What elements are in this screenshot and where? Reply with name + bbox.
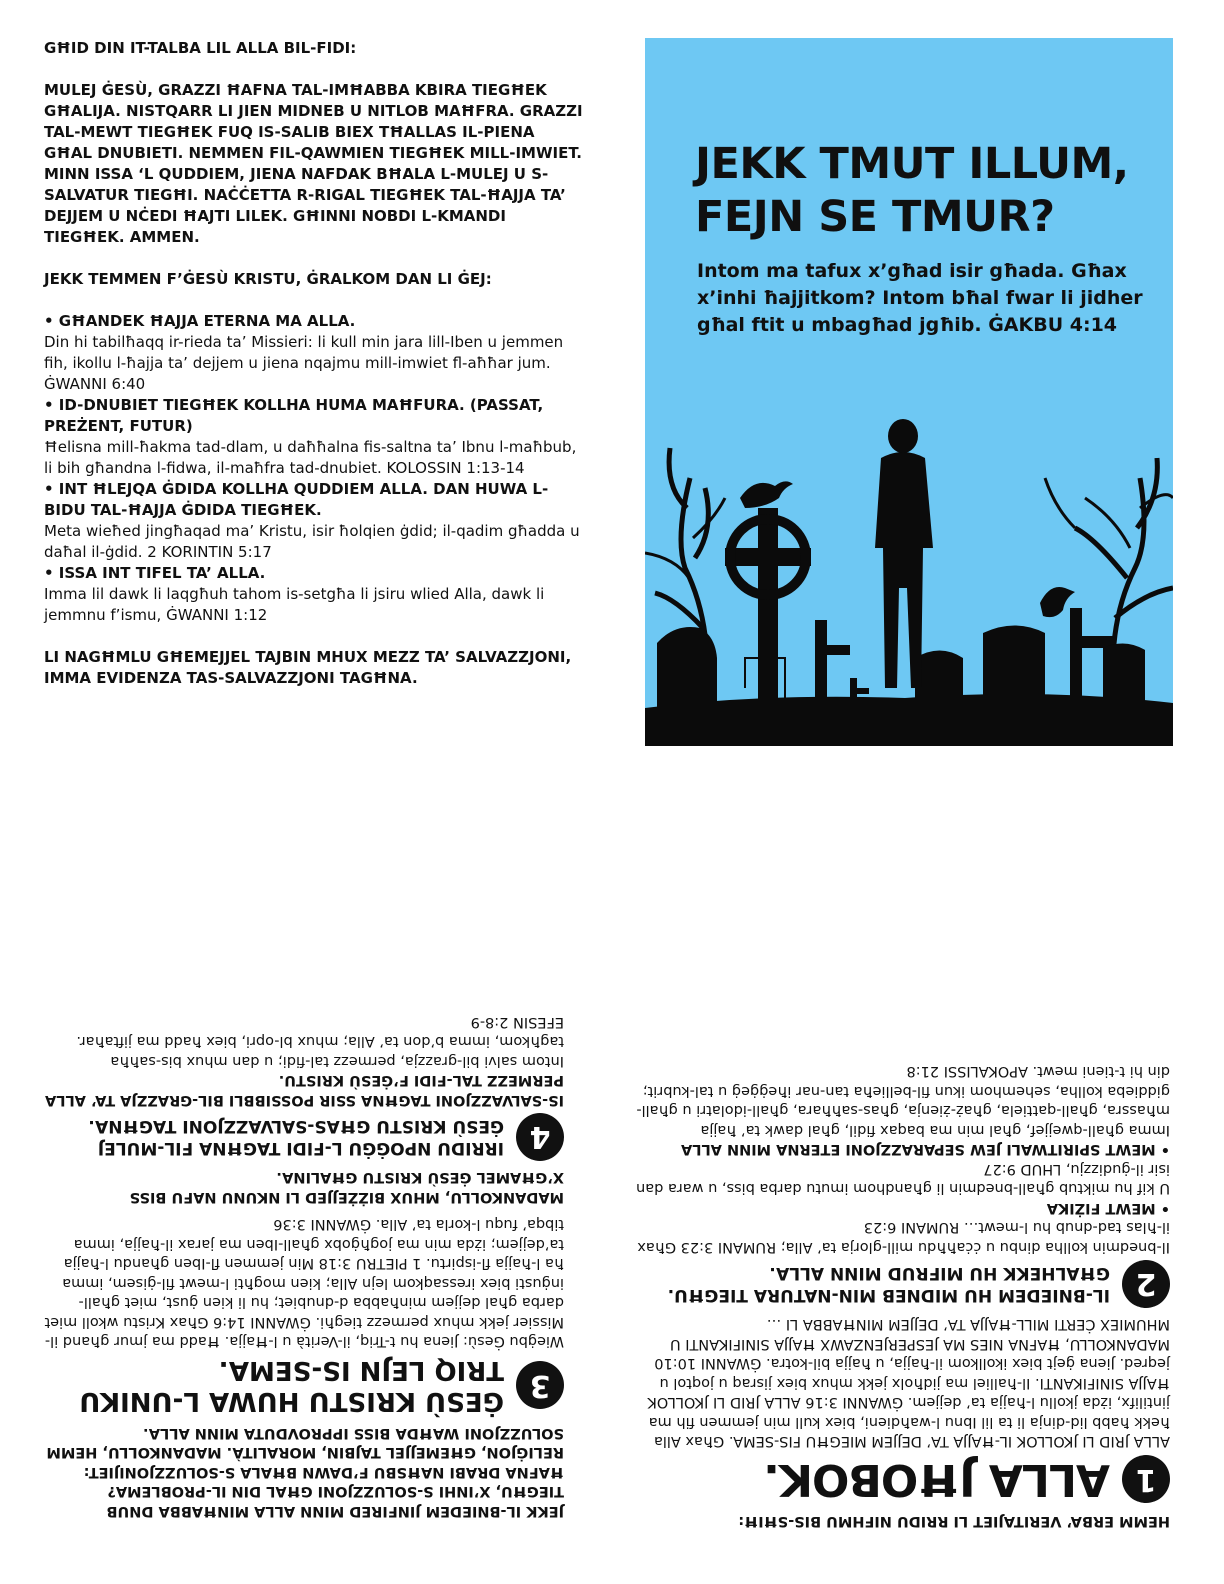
step-number: 1: [1122, 1456, 1170, 1504]
step-1-text: ALLA JRID LI JKOLLOK IL-ĦAJJA TA’ DEJJEM MIEGĦU FIS-SEMA. Għax Alla ħekk ħabb lid-dinja li ta lil Ibnu l-waħdieni, biex kull min jemmen fih ma jintilifx, iżda jkollu l-ħajja ta’ dejjem. ĠWANNI 3:16 ALLA JRID LI JKOLLOK ĦAJJA SINIFIKANTI. Il-ħalliel ma jidħolx jekk mhux biex jisraq u joqtol u jeqred. Jiena ġejt biex ikollkom il-ħajja, u ħajja bil-kotra. ĠWANNI 10:10 MADANKOLLU, ĦAFNA NIES MA JESPERJENZAWX ĦAJJA SINIFIKANTI U MHUMIEX ĊERTI MILL-ĦAJJA TA’ DEJJEM MINĦABBA LI …: [647, 1316, 1170, 1450]
step-2-bullet-text: Imma għall-qwejjef, għal min ma baqax fidil, għal dawk ta’ ħajja mħassra, għall-qattiela, għaż-żienja, għas-saħħara, għall-idolatri u għall-giddieba kollha, sehemhom ikun fil-bellieħa tan-nar iħeġġeġ u tal-kubrit; din hi t-tieni mewt. APOKALISSI 21:8: [636, 1063, 1170, 1138]
panel-steps-3-4: [44, 830, 564, 1520]
assurance-text: Meta wieħed jingħaqad ma’ Kristu, isir ħolqien ġdid; il-qadim għadda u daħal il-ġdid. 2 KORINTIN 5:17: [44, 522, 580, 561]
step-2-bullet: • MEWT FIŻIKA: [1046, 1200, 1170, 1216]
step-3-title: ĠESÙ KRISTU HUWA L-UNIKU TRIQ LEJN IS-SEMA.: [79, 1355, 504, 1417]
cover-verse: Intom ma tafux x’għad isir għada. Għax x’inhi ħajjitkom? Intom bħal fwar li jidher għal ftit u mbagħad jgħib. ĠAKBU 4:14: [697, 260, 1143, 336]
assurance-text: Imma lil dawk li laqgħuh tahom is-setgħa li jsiru wlied Alla, dawk li jemmnu f’ismu, ĠWANNI 1:12: [44, 585, 545, 624]
step-3-note: MADANKOLLU, MHUX BIŻŻEJJED LI NKUNU NAFU BISS X’GĦAMEL ĠESÙ KRISTU GĦALINA.: [129, 1169, 564, 1205]
step-4-header: [44, 1113, 564, 1161]
assurance-title: • ID-DNUBIET TIEGĦEK KOLLHA HUMA MAĦFURA. (PASSAT, PREŻENT, FUTUR): [44, 396, 544, 435]
step-2-bullet: • MEWT SPIRITWALI JEW SEPARAZZJONI ETERNA MINN ALLA: [680, 1141, 1170, 1158]
cover-title: JEKK TMUT ILLUM, FEJN SE TMUR?: [695, 139, 1129, 242]
assurance-text: Ħelisna mill-ħakma tad-dlam, u daħħalna fis-saltna ta’ Ibnu l-maħbub, li bih għandna l-fidwa, il-maħfra tad-dnubiet. KOLOSSIN 1:13-14: [44, 438, 577, 477]
closing-statement: LI NAGĦMLU GĦEMEJJEL TAJBIN MHUX MEZZ TA’ SALVAZZJONI, IMMA EVIDENZA TAS-SALVAZZJONI TAGĦNA.: [44, 648, 572, 687]
graveyard-illustration: [645, 358, 1173, 746]
step-3-header: [44, 1355, 564, 1417]
prayer-panel: [44, 38, 584, 689]
step-4-text: Intom salvi bil-grazzja, permezz tal-fidi; u dan mhux bis-saħħa tagħkom, imma b’don ta’ Alla; mhux bl-opri, biex ħadd ma jiftaħar. EFESIN 2:8-9: [76, 1014, 564, 1069]
step-number: 3: [516, 1362, 564, 1410]
cover-panel: [645, 38, 1173, 746]
step-3-text: Wieġbu Ġesù: Jiena hu t-Triq, il-Verità u l-Ħajja. Ħadd ma jmur għand il-Missier jekk mhux permezz tiegħi. ĠWANNI 14:6 Għax Kristu wkoll miet darba għal dejjem minħabba d-dnubiet; hu li kien ġust, miet għall-inġusti biex iressaqkom lejn Alla; kien mogħti l-mewt fil-ġisem, imma ħa l-ħajja fl-ispirtu. 1 PIETRU 3:18 Min jemmen fl-Iben għandu l-ħajja ta’dejjem; iżda min ma jogħġobx għall-Iben ma jarax il-ħajja, imma tibqa’ fuqu l-korla ta’ Alla. ĠWANNI 3:36: [44, 1216, 564, 1350]
step-4-title: IRRIDU NPOĠĠU L-FIDI TAGĦNA FIL-MULEJ ĠESÙ KRISTU GĦAS-SALVAZZJONI TAGĦNA.: [88, 1116, 504, 1158]
assurance-title: • INT ĦLEJQA ĠDIDA KOLLHA QUDDIEM ALLA. DAN HUWA L-BIDU TAL-ĦAJJA ĠDIDA TIEGĦEK.: [44, 480, 549, 519]
step-number: 4: [516, 1113, 564, 1161]
step-1-header: [630, 1455, 1170, 1505]
step-4-sub: IS-SALVAZZJONI TAGĦNA SSIR POSSIBBLI BIL-GRAZZJA TA’ ALLA PERMEZZ TAL-FIDI F’ĠESÙ KRISTU.: [45, 1072, 564, 1108]
prayer-heading: GĦID DIN IT-TALBA LIL ALLA BIL-FIDI:: [44, 39, 357, 57]
solution-intro: JEKK IL-BNIEDEM JINFIRED MINN ALLA MINĦABBA DNUB TIEGĦU, X’INHI S-SOLUZZJONI GĦAL DIN IL-PROBLEMA? ĦAFNA DRABI NAĦSBU F’DAWN BĦALA S-SOLUZZJONIJIET: RELIĠJON, GĦEMEJJEL TAJBIN, MORALITÀ. MADANKOLLU, HEMM SOLUZZJONI WAĦDA BISS IPPROVDUTA MINN ALLA.: [46, 1425, 564, 1519]
believe-heading: JEKK TEMMEN F’ĠESÙ KRISTU, ĠRALKOM DAN LI ĠEJ:: [44, 270, 492, 288]
prayer-body: MULEJ ĠESÙ, GRAZZI ĦAFNA TAL-IMĦABBA KBIRA TIEGĦEK GĦALIJA. NISTQARR LI JIEN MIDNEB U NITLOB MAĦFRA. GRAZZI TAL-MEWT TIEGĦEK FUQ IS-SALIB BIEX TĦALLAS IL-PIENA GĦAL DNUBIETI. NEMMEN FIL-QAWMIEN TIEGĦEK MILL-IMWIET. MINN ISSA ‘L QUDDIEM, JIENA NAFDAK BĦALA L-MULEJ U S-SALVATUR TIEGĦI. NAĊĊETTA R-RIGAL TIEGĦEK TAL-ĦAJJA TA’ DEJJEM U NĊEDI ĦAJTI LILEK. GĦINNI NOBDI L-KMANDI TIEGĦEK. AMMEN.: [44, 81, 583, 246]
assurance-text: Din hi tabilħaqq ir-rieda ta’ Missieri: li kull min jara lill-Iben u jemmen fih, ikollu l-ħajja ta’ dejjem u jiena nqajmu mill-imwiet fl-aħħar jum. ĠWANNI 6:40: [44, 333, 564, 393]
step-2-text: Il-bnedmin kollha dinbu u ċċaħħdu mill-glorja ta’ Alla; RUMANI 3:23 Għax il-ħlas tad-dnub hu l-mewt… RUMANI 6:23: [637, 1219, 1170, 1255]
step-2-title: IL-BNIEDEM HU MIDNEB MIN-NATURA TIEGĦU. GĦALHEKK HU MIFRUD MINN ALLA.: [667, 1263, 1110, 1305]
step-2-bullet-text: U kif hu miktub għall-bnedmin li għandhom imutu darba biss, u wara dan isir il-ġudizzju, LHUD 9:27: [636, 1161, 1170, 1197]
assurance-title: • GĦANDEK ĦAJJA ETERNA MA ALLA.: [44, 312, 356, 330]
panel-steps-1-2: [630, 830, 1170, 1530]
assurance-title: • ISSA INT TIFEL TA’ ALLA.: [44, 564, 266, 582]
step-2-header: [630, 1260, 1170, 1308]
truths-intro: HEMM ERBA’ VERITAJIET LI RRIDU NIFHMU BIS-SĦIĦ:: [738, 1513, 1170, 1529]
step-number: 2: [1122, 1260, 1170, 1308]
step-1-title: ALLA JĦOBOK.: [764, 1454, 1110, 1506]
